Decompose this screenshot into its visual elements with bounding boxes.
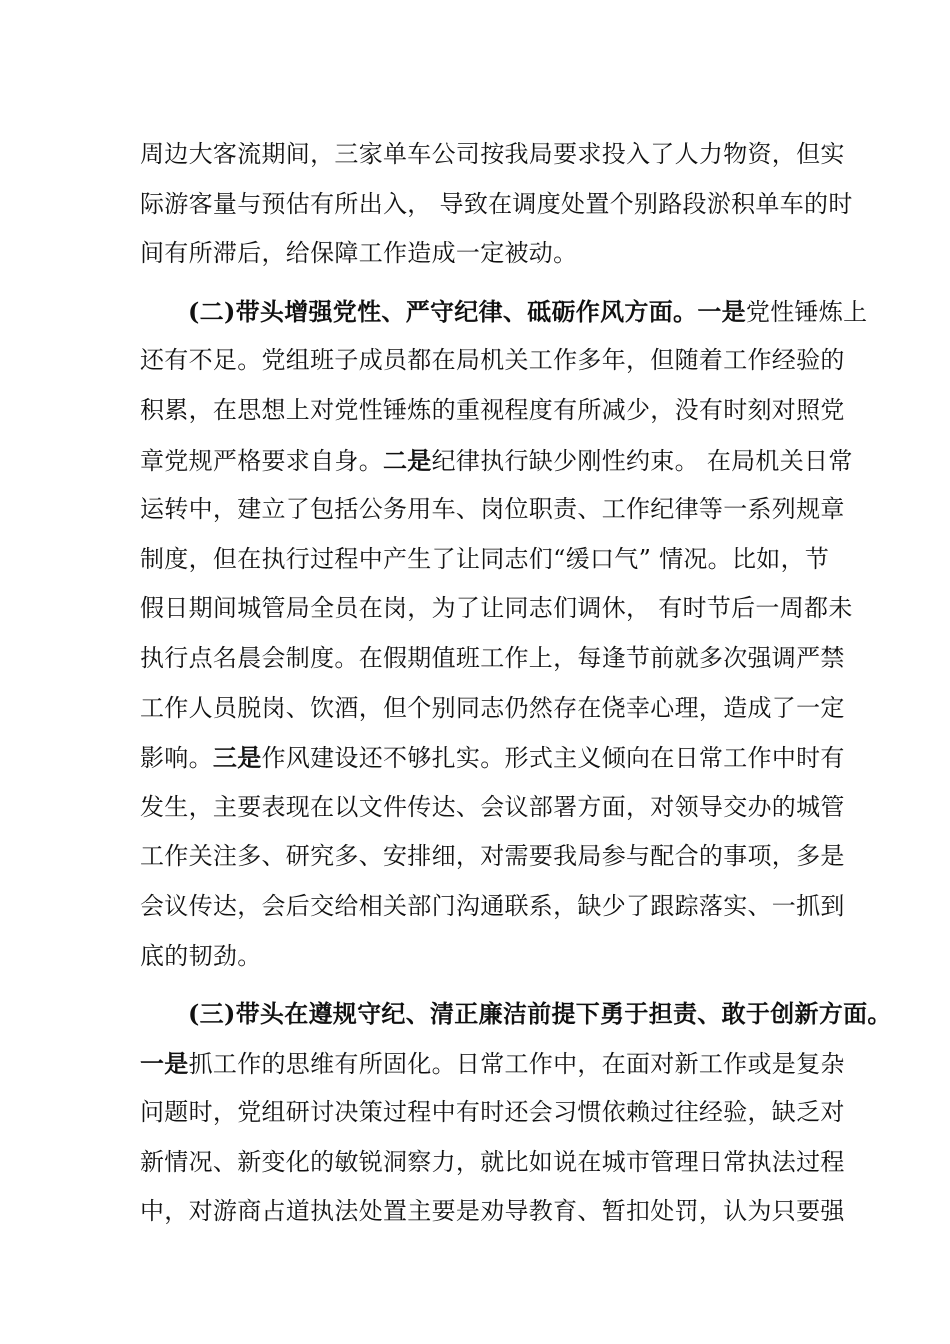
text-line [140,535,830,585]
text-line [140,584,853,634]
text-line [140,1187,845,1237]
paragraph-gap [140,981,820,989]
text-line [140,485,845,535]
text-run: 假日期间城管局全员在岗，为了让同志们调休， 有时节后一周都未 [140,594,853,623]
text-line [140,832,845,882]
paragraph [140,287,868,981]
text-run: 还有不足。党组班子成员都在局机关工作多年，但随着工作经验的 [140,346,845,375]
text-run: 周边大客流期间，三家单车公司按我局要求投入了人力物资，但实 [140,140,845,168]
text-run: 工作人员脱岗、饮酒，但个别同志仍然存在侥幸心理，造成了一定 [140,693,845,722]
text-run: 间有所滞后，给保障工作造成一定被动。 [140,239,578,268]
text-line [140,1088,845,1138]
text-line [140,783,845,833]
text-line [140,130,845,180]
bold-text-run: 二是 [383,445,432,475]
text-run: 抓工作的思维有所固化。日常工作中，在面对新工作或是复杂 [188,1049,845,1078]
text-run: 党性锤炼上 [745,297,868,326]
text-run: 制度，但在执行过程中产生了让同志们“缓口气” 情况。比如，节 [140,544,830,573]
text-run: 新情况、新变化的敏锐洞察力，就比如说在城市管理日常执法过程 [140,1147,845,1176]
bold-text-run: (二)带头增强党性、严守纪律、砥砺作风方面。 [188,296,698,326]
text-line [140,733,845,783]
paragraph [140,989,892,1237]
bold-text-run: (三)带头在遵规守纪、清正廉洁前提下勇于担责、敢于创新方面。 [188,999,892,1029]
text-run: 运转中，建立了包括公务用车、岗位职责、工作纪律等一系列规章 [140,495,845,524]
text-line [140,287,868,337]
text-line [140,684,845,734]
text-run: 底的韧劲。 [140,941,262,970]
text-line [140,229,820,279]
text-run: 发生，主要表现在以文件传达、会议部署方面，对领导交办的城管 [140,792,845,821]
bold-text-run: 三是 [212,743,262,773]
text-run: 影响。 [140,744,213,773]
text-line [140,436,853,486]
paragraph [140,130,853,279]
text-run: 纪律执行缺少刚性约束。 在局机关日常 [431,446,853,475]
text-line [140,1039,845,1089]
text-line [140,932,820,982]
paragraph-gap [140,279,820,287]
bold-text-run: 一是 [140,1048,189,1078]
text-line [140,1138,845,1188]
text-run: 积累，在思想上对党性锤炼的重视程度有所减少，没有时刻对照党 [140,395,845,424]
text-run: 执行点名晨会制度。在假期值班工作上，每逢节前就多次强调严禁 [140,643,845,672]
text-run: 际游客量与预估有所出入， 导致在调度处置个别路段淤积单车的时 [140,189,853,218]
text-run: 中，对游商占道执法处置主要是劝导教育、暂扣处罚，认为只要强 [140,1197,845,1226]
bold-text-run: 一是 [697,296,746,326]
text-run: 作风建设还不够扎实。形式主义倾向在日常工作中时有 [261,744,845,773]
text-line [140,336,845,386]
text-run: 工作关注多、研究多、安排细，对需要我局参与配合的事项，多是 [140,842,845,871]
text-line [140,989,892,1039]
text-line [140,386,845,436]
text-line [140,882,845,932]
text-line [140,634,845,684]
text-run: 会议传达，会后交给相关部门沟通联系，缺少了跟踪落实、一抓到 [140,891,845,920]
text-line [140,180,853,230]
document-body [140,130,892,1237]
text-run: 问题时，党组研讨决策过程中有时还会习惯依赖过往经验，缺乏对 [140,1098,845,1127]
text-run: 章党规严格要求自身。 [140,446,383,475]
